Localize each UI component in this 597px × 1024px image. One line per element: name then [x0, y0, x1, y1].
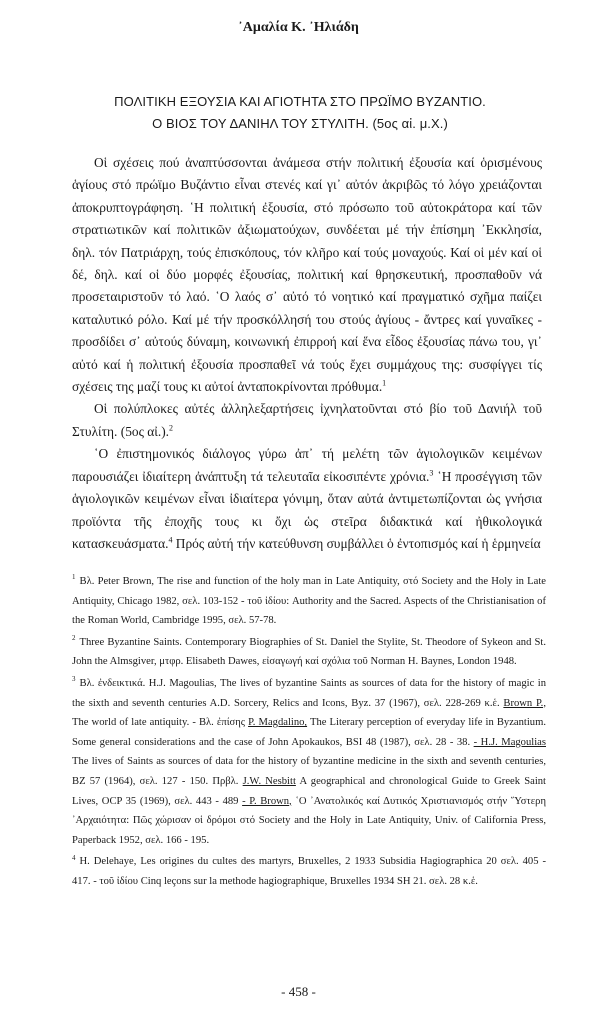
footnote-4 [72, 852, 546, 891]
main-text [72, 152, 542, 555]
paragraph-1 [72, 152, 542, 398]
footnote-3-text-2: The world of late antiquity. - Βλ. ἐπίσης [72, 717, 249, 729]
footnote-3-text-3: The Literary perception of everyday life in Byzantium. Some general considerations and the case of John Apokaukos, BSI 48 (1987), σελ. 28 - 38. [72, 717, 546, 748]
title-line-2: Ο ΒΙΟΣ ΤΟΥ ΔΑΝΙΗΛ ΤΟΥ ΣΤΥΛΙΤΗ. (5ος αἰ. μ.Χ.) [152, 116, 448, 131]
footnote-3-text-5: A geographical and chronological Guide to Greek Saint Lives, OCP 35 (1969), σελ. 443 - 489 [72, 775, 546, 807]
footnote-4-text: H. Delehaye, Les origines du cultes des martyrs, Bruxelles, 2 1933 Subsidia Hagiographica 20 σελ. 405 - 417. - τοῦ ἰδίου Cinq leçons sur la methode hagiographique, Bruxelles 1934 SH 21. σελ. 28 κ.ἑ. [72, 856, 546, 887]
footnote-2-number: 2 [72, 634, 76, 643]
paragraph-3-text-b: ῾Η προσέγγιση τῶν ἁγιολογικῶν κειμένων εἶναι ἰδιαίτερα γόνιμη, ὅταν αὐτά ἀντιμετωπίζονται ὡς γνήσια προϊόντα τῆς ἐποχῆς τους κι ὄχι ὡς στεῖρα διδακτικά καί ἠθικολογικά κατασκευάσματα. [72, 468, 542, 551]
paragraph-1-text: Οἱ σχέσεις πού ἀναπτύσσονται ἀνάμεσα στήν πολιτική ἐξουσία καί ὁρισμένους ἁγίους στό πρώϊμο Βυζάντιο εἶναι στενές καί γι᾿ αὐτόν ἀκριβῶς τό λόγο χρειάζονται ἀποκρυπτογράφηση. ῾Η πολιτική ἐξουσία, στό πρόσωπο τοῦ αὐτοκράτορα καί τῶν στρατιωτικῶν καί πολιτικῶν ἀξιωματούχων, συνδέεται μέ τήν ἐπίσημη ᾿Εκκλησία, δηλ. τόν Πατριάρχη, τούς ἐπισκόπους, τόν κλῆρο καί τούς μοναχούς. Καί οἱ μέν καί οἱ δέ, δηλ. καί οἱ δύο μορφές ἐξουσίας, πολιτική καί θρησκευτική, προσπαθοῦν νά προσεταιριστοῦν τό λαό. ῾Ο λαός σ᾿ αὐτό τό νοητικό καί πραγματικό σχῆμα παίζει καταλυτικό ρόλο. Καί μέ τήν προσκόλλησή του στούς ἁγίους - ἄντρες καί γυναῖκες - προσδίδει σ᾿ αὐτούς δύναμη, κοινωνική ἐπιρροή καί ἕνα εἶδος ἐξουσίας πάνω του, γι᾿ αὐτό καί ἡ πολιτική ἐξουσία προσπαθεῖ νά τούς ἔχει συμμάχους της: συσφίγγει τίς σχέσεις της μαζί τους κι αὐτοί ἀνταποκρίνονται πρόθυμα. [72, 155, 542, 395]
running-header: ᾿Αμαλία Κ. ᾿Ηλιάδη [238, 20, 359, 35]
paragraph-2-text: Οἱ πολύπλοκες αὐτές ἀλληλεξαρτήσεις ἰχνηλατοῦνται στό βίο τοῦ Δανιήλ τοῦ Στυλίτη. (5ος αἰ.). [72, 401, 542, 439]
footnote-1-text: Βλ. Peter Brown, The rise and function of the holy man in Late Antiquity, στό Society and the Holy in Late Antiquity, Chicago 1982, σελ. 103-152 - τοῦ ἰδίου: Authority and the Sacred. Aspects of the Christianisation of the Roman World, Cambridge 1995, σελ. 57-78. [72, 576, 546, 627]
footnote-ref-2: 2 [169, 423, 174, 433]
paragraph-3 [72, 443, 542, 555]
footnote-3-underlined-2: P. Magdalino, [248, 717, 308, 729]
paragraph-3-text-c: Πρός αὐτή τήν κατεύθυνση συμβάλλει ὁ ἐντοπισμός καί ἡ ἑρμηνεία [172, 535, 541, 551]
footnote-3-underlined-5: - P. Brown, [242, 795, 292, 807]
footnote-1 [72, 572, 546, 631]
footnote-ref-3: 3 [429, 468, 434, 478]
footnote-2 [72, 633, 546, 672]
footnote-3-text-6: ῾Ο ᾿Ανατολικός καί Δυτικός Χριστιανισμός στήν ῞Υστερη ᾿Αρχαιότητα: Πῶς χώρισαν οἱ δρόμοι στό Society and the Holy in Late Antiquity, Univ. of California Press, Paperback 1952, σελ. 166 - 195. [72, 795, 546, 846]
footnote-2-text: Three Byzantine Saints. Contemporary Biographies of St. Daniel the Stylite, St. Theodore of Sykeon and St. John the Almsgiver, μτφρ. Elisabeth Dawes, εἰσαγωγή καί σχόλια τοῦ Norman H. Baynes, London 1948. [72, 636, 546, 668]
footnote-3-number: 3 [72, 675, 76, 684]
footnote-ref-4: 4 [168, 535, 173, 545]
footnote-3-underlined-4: J.W. Nesbitt [242, 775, 296, 787]
page-number: - 458 - [281, 984, 316, 999]
footnote-ref-1: 1 [382, 378, 387, 388]
footnote-1-number: 1 [72, 573, 76, 582]
footnote-3-underlined-1: Brown P., [503, 697, 546, 709]
footnote-3-underlined-3: - H.J. Magoulias [473, 736, 546, 748]
paragraph-2 [72, 398, 542, 443]
footnote-3 [72, 674, 546, 850]
footnotes [72, 572, 546, 894]
footnote-4-number: 4 [72, 853, 76, 862]
paragraph-3-text-a: ῾Ο ἐπιστημονικός διάλογος γύρω ἀπ᾿ τή μελέτη τῶν ἁγιολογικῶν κειμένων παρουσιάζει ἰδιαίτερη ἀνάπτυξη τά τελευταῖα εἰκοσιπέντε χρόνια. [72, 446, 542, 484]
article-title [70, 91, 530, 135]
footnote-3-text-4: The lives of Saints as sources of data for the history of byzantine medicine in the sixth and seventh centuries, BZ 57 (1964), σελ. 127 - 150. Πρβλ. [72, 756, 546, 787]
title-line-1: ΠΟΛΙΤΙΚΗ ΕΞΟΥΣΙΑ ΚΑΙ ΑΓΙΟΤΗΤΑ ΣΤΟ ΠΡΩΪΜΟ ΒΥΖΑΝΤΙΟ. [114, 94, 486, 109]
footnote-3-text-1: Βλ. ἐνδεικτικά. H.J. Magoulias, The lives of byzantine Saints as sources of data for the history of magic in the sixth and seventh centuries A.D. Sorcery, Relics and Icons, Byz. 37 (1967), σελ. 228-269 κ.ἑ. [72, 677, 546, 709]
